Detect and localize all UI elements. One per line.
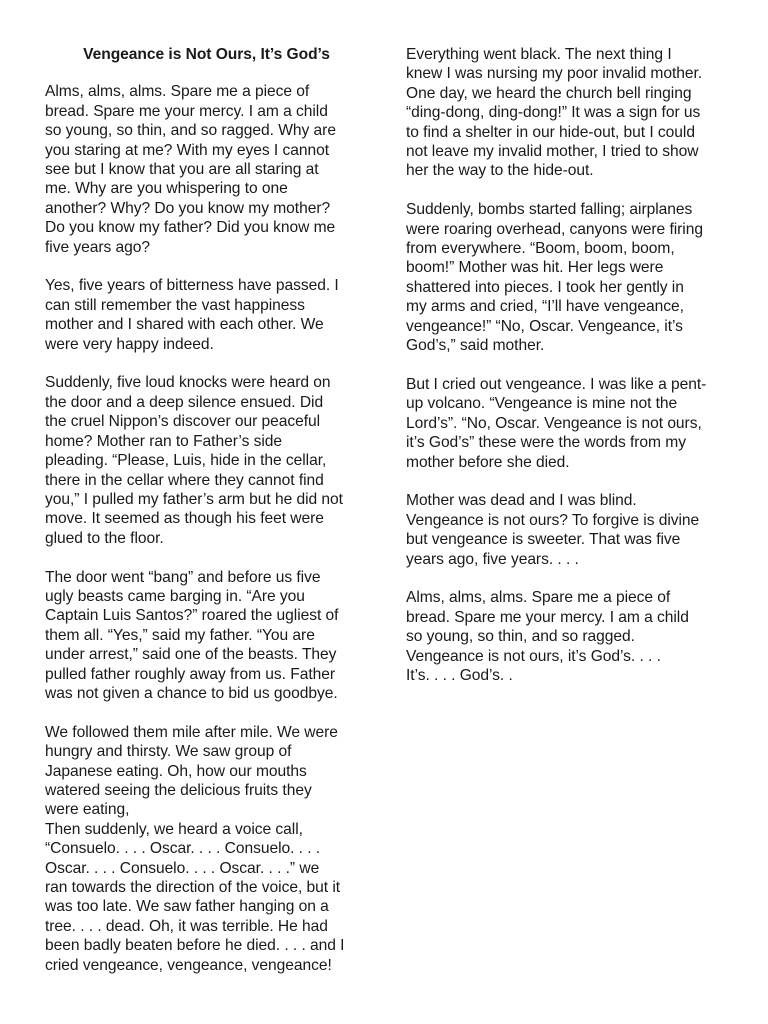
right-column bbox=[406, 45, 728, 705]
paragraph: The door went “bang” and before us five ugly beasts came barging in. “Are you Captain Luis Santos?” roared the ugliest of them all. “Yes,” said my father. “You are under arrest,” said one of the beasts. They pulled father roughly away from us. Father was not given a chance to bid us goodbye. bbox=[45, 568, 339, 702]
document-title: Vengeance is Not Ours, It’s God’s bbox=[83, 46, 330, 63]
paragraph: But I cried out vengeance. I was like a pent- up volcano. “Vengeance is mine not the Lord’s”. “No, Oscar. Vengeance is not ours, it’s God’s” these were the words from my mother before she died. bbox=[406, 375, 707, 471]
paragraph: Then suddenly, we heard a voice call, “Consuelo. . . . Oscar. . . . Consuelo. . . . Oscar. . . . Consuelo. . . . Oscar. . . .” we ran towards the direction of the voice, but it was too late. We saw father hanging on a tree. . . . dead. Oh, it was terrible. He had been badly beaten before he died. . . . and I cried vengeance, vengeance, vengeance! bbox=[45, 820, 345, 974]
paragraph: We followed them mile after mile. We were hungry and thirsty. We saw group of Japanese eating. Oh, how our mouths watered seeing the delicious fruits they were eating, bbox=[45, 723, 338, 819]
paragraph: Everything went black. The next thing I knew I was nursing my poor invalid mother. One day, we heard the church bell ringing “ding-dong, ding-dong!” It was a sign for us to find a shelter in our hide-out, but I could not leave my invalid mother, I tried to show her the way to the hide-out. bbox=[406, 46, 703, 180]
paragraph: Mother was dead and I was blind. Vengeance is not ours? To forgive is divine but vengeance is sweeter. That was five years ago, five years. . . . bbox=[406, 492, 700, 568]
paragraph: Suddenly, bombs started falling; airplanes were roaring overhead, canyons were firing from everywhere. “Boom, boom, boom, boom!” Mother was hit. Her legs were shattered into pieces. I took her gently in my arms and cried, “I’ll have vengeance, vengeance!” “No, Oscar. Vengeance, it’s God’s,” said mother. bbox=[406, 201, 703, 355]
left-column bbox=[45, 45, 368, 994]
paragraph: Alms, alms, alms. Spare me a piece of bread. Spare me your mercy. I am a child so young, so thin, and so ragged. Vengeance is not ours, it’s God’s. . . . It’s. . . . God’s. . bbox=[406, 589, 689, 684]
paragraph: Alms, alms, alms. Spare me a piece of bread. Spare me your mercy. I am a child so young, so thin, and so ragged. Why are you staring at me? With my eyes I cannot see but I know that you are all staring at me. Why are you whispering to one another? Why? Do you know my mother? Do you know my father? Did you know me five years ago? bbox=[45, 83, 336, 256]
paragraph: Suddenly, five loud knocks were heard on the door and a deep silence ensued. Did the cruel Nippon’s discover our peaceful home? Mother ran to Father’s side pleading. “Please, Luis, hide in the cellar, there in the cellar where they cannot find you,” I pulled my father’s arm but he did not move. It seemed as though his feet were glued to the floor. bbox=[45, 374, 343, 547]
paragraph: Yes, five years of bitterness have passed. I can still remember the vast happiness mother and I shared with each other. We were very happy indeed. bbox=[45, 277, 339, 353]
